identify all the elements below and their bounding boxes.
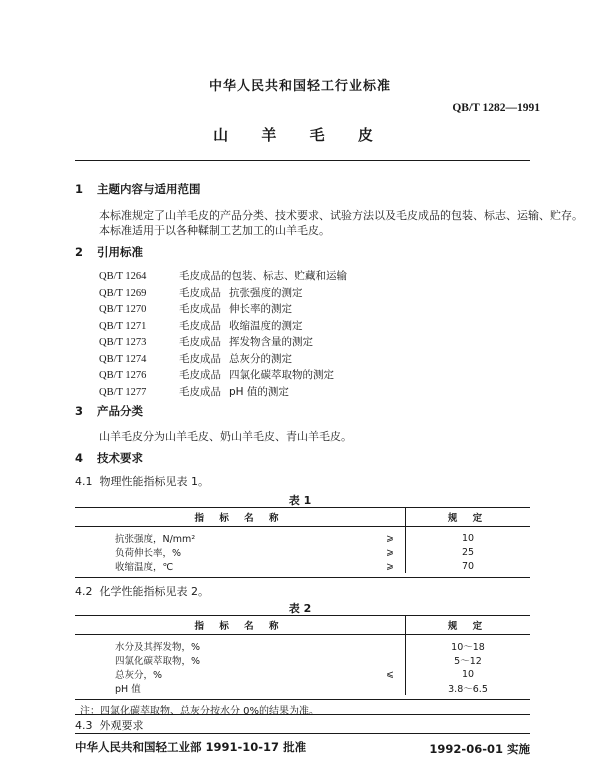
spec-name: 收缩温度，℃	[115, 562, 174, 573]
table-row	[75, 527, 530, 546]
table-1-caption: 表 1	[288, 494, 312, 507]
reference-category: 毛皮成品	[179, 286, 221, 299]
reference-code: QB/T 1273	[99, 337, 147, 348]
subsection-4-2-number: 4.2	[75, 585, 93, 598]
reference-code: QB/T 1274	[99, 353, 147, 365]
reference-code: QB/T 1270	[99, 304, 147, 315]
reference-item	[99, 318, 347, 335]
spec-symbol: ⩾	[386, 546, 394, 558]
reference-code: QB/T 1277	[99, 386, 147, 398]
standard-title: 中华人民共和国轻工行业标准	[208, 79, 391, 94]
spec-symbol: ⩾	[386, 560, 394, 572]
spec-value: 5～12	[406, 653, 531, 667]
table-row	[75, 635, 530, 654]
reference-code: QB/T 1271	[99, 320, 147, 332]
table-row	[75, 559, 530, 573]
reference-list	[99, 268, 347, 400]
subsection-4-3	[75, 717, 144, 733]
table-1-col-name: 指 标 名 称	[75, 508, 406, 527]
section-3-title: 产品分类	[97, 404, 143, 418]
reference-title: 收缩温度的测定	[229, 319, 303, 332]
reference-category: 毛皮成品	[179, 352, 221, 365]
spec-name: 四氯化碳萃取物，%	[115, 656, 201, 667]
reference-title: 总灰分的测定	[229, 352, 292, 365]
table-1	[75, 508, 530, 573]
subsection-4-1	[75, 473, 209, 489]
subsection-4-2	[75, 583, 209, 599]
spec-name: 抗张强度，N/mm²	[115, 534, 196, 545]
section-3-para: 山羊毛皮分为山羊毛皮、奶山羊毛皮、青山羊毛皮。	[99, 430, 352, 443]
table-2-col-value: 规 定	[406, 616, 531, 635]
reference-item	[99, 367, 347, 384]
document-title: 山 羊 毛 皮	[213, 126, 387, 144]
table-2-col-name: 指 标 名 称	[75, 616, 406, 635]
section-1-title: 主题内容与适用范围	[97, 182, 201, 196]
reference-item	[99, 384, 347, 401]
section-4-heading	[75, 450, 143, 466]
section-4-title: 技术要求	[97, 451, 143, 465]
footer-divider	[75, 733, 530, 734]
spec-value: 10	[406, 667, 531, 681]
spec-value: 25	[406, 545, 531, 559]
section-3-heading	[75, 403, 143, 419]
reference-title: 伸长率的测定	[229, 303, 292, 315]
reference-item	[99, 301, 347, 318]
reference-category: 毛皮成品	[179, 369, 221, 381]
subsection-4-1-number: 4.1	[75, 475, 93, 488]
spec-name: pH 值	[115, 684, 141, 695]
reference-item	[99, 351, 347, 368]
reference-category: 毛皮成品	[179, 385, 221, 398]
reference-code: QB/T 1264	[99, 271, 147, 282]
table-row	[75, 545, 530, 559]
section-1-number: 1	[75, 182, 84, 196]
table-row	[75, 653, 530, 667]
subsection-4-3-text: 外观要求	[99, 719, 144, 732]
section-1-para-2: 本标准适用于以各种鞣制工艺加工的山羊毛皮。	[99, 224, 330, 237]
table-2-note-rule	[75, 699, 530, 700]
reference-item	[99, 285, 347, 302]
spec-value: 70	[406, 559, 531, 573]
table-row	[75, 681, 530, 695]
spec-symbol	[375, 635, 406, 654]
reference-title: 毛皮成品的包装、标志、贮藏和运输	[179, 270, 347, 282]
table-2-bottom-rule	[75, 714, 530, 715]
title-divider	[75, 160, 530, 161]
spec-value: 10～18	[406, 635, 531, 654]
footer-effective: 1992-06-01 实施	[429, 742, 530, 756]
spec-value: 10	[406, 527, 531, 546]
standard-code: QB/T 1282—1991	[452, 102, 540, 114]
reference-title: 四氯化碳萃取物的测定	[229, 369, 334, 381]
spec-symbol	[375, 653, 406, 667]
reference-category: 毛皮成品	[179, 336, 221, 348]
reference-title: 抗张强度的测定	[229, 286, 303, 299]
footer-issued: 中华人民共和国轻工业部 1991-10-17 批准	[75, 740, 307, 754]
table-1-bottom-rule	[75, 577, 530, 578]
reference-code: QB/T 1276	[99, 370, 147, 381]
section-2-heading	[75, 244, 143, 260]
reference-item	[99, 268, 347, 285]
spec-symbol: ⩾	[386, 532, 394, 544]
subsection-4-1-text: 物理性能指标见表 1。	[99, 475, 209, 488]
section-1-heading	[75, 181, 201, 197]
spec-symbol	[375, 681, 406, 695]
reference-title: 挥发物含量的测定	[229, 336, 313, 348]
table-2-caption: 表 2	[288, 602, 312, 615]
section-1-para-1: 本标准规定了山羊毛皮的产品分类、技术要求、试验方法以及毛皮成品的包装、标志、运输、贮存。	[99, 209, 583, 222]
reference-category: 毛皮成品	[179, 319, 221, 332]
reference-category: 毛皮成品	[179, 303, 221, 315]
reference-title: pH 值的测定	[229, 385, 289, 398]
spec-name: 水分及其挥发物，%	[115, 642, 201, 653]
spec-name: 负荷伸长率，%	[115, 548, 182, 559]
table-2-note: 注：四氯化碳萃取物、总灰分按水分 0%的结果为准。	[80, 706, 320, 717]
reference-item	[99, 334, 347, 351]
spec-symbol: ⩽	[386, 668, 394, 680]
table-row	[75, 667, 530, 681]
table-header-row	[75, 508, 530, 527]
subsection-4-3-number: 4.3	[75, 719, 93, 732]
spec-value: 3.8～6.5	[406, 681, 531, 695]
section-4-number: 4	[75, 451, 84, 465]
subsection-4-2-text: 化学性能指标见表 2。	[99, 585, 209, 598]
section-2-title: 引用标准	[97, 245, 143, 259]
table-header-row	[75, 616, 530, 635]
table-2	[75, 616, 530, 695]
table-1-col-value: 规 定	[406, 508, 531, 527]
section-2-number: 2	[75, 245, 84, 259]
spec-name: 总灰分，%	[115, 670, 163, 681]
reference-code: QB/T 1269	[99, 287, 147, 299]
section-3-number: 3	[75, 404, 84, 418]
